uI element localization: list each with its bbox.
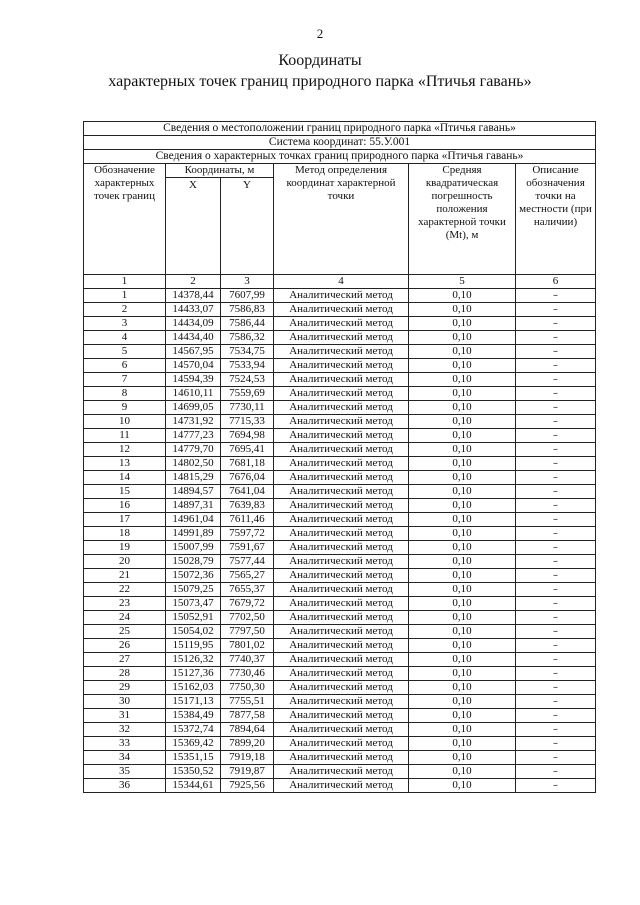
point-number-cell: 36 xyxy=(84,779,166,793)
table-row xyxy=(84,359,596,373)
error-cell: 0,10 xyxy=(409,737,516,751)
point-number-cell: 9 xyxy=(84,401,166,415)
point-number-cell: 27 xyxy=(84,653,166,667)
error-cell: 0,10 xyxy=(409,611,516,625)
x-coordinate-cell: 15028,79 xyxy=(166,555,221,569)
table-row xyxy=(84,345,596,359)
caption-coordinate-system: Система координат: 55.У.001 xyxy=(84,136,596,150)
table-row xyxy=(84,513,596,527)
description-cell: – xyxy=(516,681,596,695)
point-number-cell: 16 xyxy=(84,499,166,513)
table-row xyxy=(84,443,596,457)
header-method: Метод определения координат характерной точки xyxy=(274,164,409,275)
description-cell: – xyxy=(516,723,596,737)
error-cell: 0,10 xyxy=(409,541,516,555)
description-cell: – xyxy=(516,667,596,681)
point-number-cell: 19 xyxy=(84,541,166,555)
x-coordinate-cell: 14991,89 xyxy=(166,527,221,541)
column-number: 3 xyxy=(221,275,274,289)
error-cell: 0,10 xyxy=(409,527,516,541)
x-coordinate-cell: 14699,05 xyxy=(166,401,221,415)
point-number-cell: 25 xyxy=(84,625,166,639)
error-cell: 0,10 xyxy=(409,499,516,513)
y-coordinate-cell: 7611,46 xyxy=(221,513,274,527)
y-coordinate-cell: 7524,53 xyxy=(221,373,274,387)
point-number-cell: 14 xyxy=(84,471,166,485)
y-coordinate-cell: 7801,02 xyxy=(221,639,274,653)
x-coordinate-cell: 14894,57 xyxy=(166,485,221,499)
description-cell: – xyxy=(516,653,596,667)
error-cell: 0,10 xyxy=(409,485,516,499)
point-number-cell: 12 xyxy=(84,443,166,457)
x-coordinate-cell: 14779,70 xyxy=(166,443,221,457)
point-number-cell: 28 xyxy=(84,667,166,681)
header-coordinates: Координаты, м xyxy=(166,164,274,178)
description-cell: – xyxy=(516,331,596,345)
description-cell: – xyxy=(516,443,596,457)
error-cell: 0,10 xyxy=(409,625,516,639)
description-cell: – xyxy=(516,639,596,653)
description-cell: – xyxy=(516,457,596,471)
y-coordinate-cell: 7797,50 xyxy=(221,625,274,639)
y-coordinate-cell: 7681,18 xyxy=(221,457,274,471)
x-coordinate-cell: 14594,39 xyxy=(166,373,221,387)
error-cell: 0,10 xyxy=(409,401,516,415)
error-cell: 0,10 xyxy=(409,765,516,779)
y-coordinate-cell: 7577,44 xyxy=(221,555,274,569)
table-row xyxy=(84,723,596,737)
method-cell: Аналитический метод xyxy=(274,303,409,317)
point-number-cell: 30 xyxy=(84,695,166,709)
method-cell: Аналитический метод xyxy=(274,387,409,401)
x-coordinate-cell: 15054,02 xyxy=(166,625,221,639)
y-coordinate-cell: 7702,50 xyxy=(221,611,274,625)
x-coordinate-cell: 15384,49 xyxy=(166,709,221,723)
header-x: X xyxy=(166,178,221,275)
caption-location: Сведения о местоположении границ природного парка «Птичья гавань» xyxy=(84,122,596,136)
y-coordinate-cell: 7676,04 xyxy=(221,471,274,485)
table-row xyxy=(84,485,596,499)
error-cell: 0,10 xyxy=(409,429,516,443)
table-row xyxy=(84,611,596,625)
point-number-cell: 20 xyxy=(84,555,166,569)
method-cell: Аналитический метод xyxy=(274,709,409,723)
error-cell: 0,10 xyxy=(409,695,516,709)
error-cell: 0,10 xyxy=(409,303,516,317)
header-y: Y xyxy=(221,178,274,275)
y-coordinate-cell: 7655,37 xyxy=(221,583,274,597)
error-cell: 0,10 xyxy=(409,317,516,331)
x-coordinate-cell: 15007,99 xyxy=(166,541,221,555)
point-number-cell: 26 xyxy=(84,639,166,653)
method-cell: Аналитический метод xyxy=(274,541,409,555)
description-cell: – xyxy=(516,401,596,415)
method-cell: Аналитический метод xyxy=(274,345,409,359)
error-cell: 0,10 xyxy=(409,569,516,583)
table-row xyxy=(84,471,596,485)
y-coordinate-cell: 7641,04 xyxy=(221,485,274,499)
column-number: 2 xyxy=(166,275,221,289)
method-cell: Аналитический метод xyxy=(274,443,409,457)
description-cell: – xyxy=(516,597,596,611)
method-cell: Аналитический метод xyxy=(274,457,409,471)
y-coordinate-cell: 7597,72 xyxy=(221,527,274,541)
point-number-cell: 2 xyxy=(84,303,166,317)
caption-characteristic-points: Сведения о характерных точках границ природного парка «Птичья гавань» xyxy=(84,150,596,164)
column-number: 5 xyxy=(409,275,516,289)
method-cell: Аналитический метод xyxy=(274,583,409,597)
column-number: 4 xyxy=(274,275,409,289)
table-row xyxy=(84,639,596,653)
description-cell: – xyxy=(516,359,596,373)
method-cell: Аналитический метод xyxy=(274,289,409,303)
description-cell: – xyxy=(516,527,596,541)
y-coordinate-cell: 7740,37 xyxy=(221,653,274,667)
table-row xyxy=(84,569,596,583)
point-number-cell: 7 xyxy=(84,373,166,387)
x-coordinate-cell: 15126,32 xyxy=(166,653,221,667)
method-cell: Аналитический метод xyxy=(274,695,409,709)
point-number-cell: 13 xyxy=(84,457,166,471)
description-cell: – xyxy=(516,709,596,723)
point-number-cell: 35 xyxy=(84,765,166,779)
method-cell: Аналитический метод xyxy=(274,737,409,751)
table-row xyxy=(84,667,596,681)
method-cell: Аналитический метод xyxy=(274,373,409,387)
method-cell: Аналитический метод xyxy=(274,765,409,779)
error-cell: 0,10 xyxy=(409,289,516,303)
error-cell: 0,10 xyxy=(409,513,516,527)
error-cell: 0,10 xyxy=(409,359,516,373)
y-coordinate-cell: 7534,75 xyxy=(221,345,274,359)
table-row xyxy=(84,415,596,429)
header-point: Обозначение характерных точек границ xyxy=(84,164,166,275)
table-row xyxy=(84,709,596,723)
description-cell: – xyxy=(516,513,596,527)
point-number-cell: 18 xyxy=(84,527,166,541)
x-coordinate-cell: 15351,15 xyxy=(166,751,221,765)
header-error: Средняя квадратическая погрешность положения характерной точки (Mt), м xyxy=(409,164,516,275)
description-cell: – xyxy=(516,611,596,625)
description-cell: – xyxy=(516,471,596,485)
point-number-cell: 11 xyxy=(84,429,166,443)
y-coordinate-cell: 7755,51 xyxy=(221,695,274,709)
table-row xyxy=(84,331,596,345)
y-coordinate-cell: 7586,83 xyxy=(221,303,274,317)
x-coordinate-cell: 14610,11 xyxy=(166,387,221,401)
error-cell: 0,10 xyxy=(409,457,516,471)
table-row xyxy=(84,373,596,387)
y-coordinate-cell: 7586,44 xyxy=(221,317,274,331)
document-title xyxy=(0,50,640,92)
y-coordinate-cell: 7533,94 xyxy=(221,359,274,373)
x-coordinate-cell: 15344,61 xyxy=(166,779,221,793)
method-cell: Аналитический метод xyxy=(274,359,409,373)
x-coordinate-cell: 15119,95 xyxy=(166,639,221,653)
y-coordinate-cell: 7586,32 xyxy=(221,331,274,345)
description-cell: – xyxy=(516,779,596,793)
method-cell: Аналитический метод xyxy=(274,751,409,765)
method-cell: Аналитический метод xyxy=(274,625,409,639)
description-cell: – xyxy=(516,429,596,443)
x-coordinate-cell: 15171,13 xyxy=(166,695,221,709)
description-cell: – xyxy=(516,765,596,779)
method-cell: Аналитический метод xyxy=(274,485,409,499)
table-row xyxy=(84,583,596,597)
x-coordinate-cell: 14777,23 xyxy=(166,429,221,443)
error-cell: 0,10 xyxy=(409,709,516,723)
error-cell: 0,10 xyxy=(409,415,516,429)
table-row xyxy=(84,653,596,667)
x-coordinate-cell: 14433,07 xyxy=(166,303,221,317)
point-number-cell: 31 xyxy=(84,709,166,723)
table-row xyxy=(84,289,596,303)
point-number-cell: 5 xyxy=(84,345,166,359)
column-number: 1 xyxy=(84,275,166,289)
error-cell: 0,10 xyxy=(409,471,516,485)
point-number-cell: 17 xyxy=(84,513,166,527)
y-coordinate-cell: 7559,69 xyxy=(221,387,274,401)
y-coordinate-cell: 7694,98 xyxy=(221,429,274,443)
error-cell: 0,10 xyxy=(409,667,516,681)
error-cell: 0,10 xyxy=(409,555,516,569)
table-row xyxy=(84,387,596,401)
description-cell: – xyxy=(516,541,596,555)
y-coordinate-cell: 7639,83 xyxy=(221,499,274,513)
y-coordinate-cell: 7899,20 xyxy=(221,737,274,751)
x-coordinate-cell: 15073,47 xyxy=(166,597,221,611)
method-cell: Аналитический метод xyxy=(274,471,409,485)
method-cell: Аналитический метод xyxy=(274,429,409,443)
method-cell: Аналитический метод xyxy=(274,681,409,695)
description-cell: – xyxy=(516,499,596,513)
description-cell: – xyxy=(516,485,596,499)
table-row xyxy=(84,317,596,331)
table-row xyxy=(84,499,596,513)
error-cell: 0,10 xyxy=(409,779,516,793)
y-coordinate-cell: 7730,46 xyxy=(221,667,274,681)
point-number-cell: 23 xyxy=(84,597,166,611)
table-row xyxy=(84,751,596,765)
error-cell: 0,10 xyxy=(409,653,516,667)
point-number-cell: 8 xyxy=(84,387,166,401)
x-coordinate-cell: 15072,36 xyxy=(166,569,221,583)
description-cell: – xyxy=(516,345,596,359)
method-cell: Аналитический метод xyxy=(274,779,409,793)
coordinates-table xyxy=(83,121,596,793)
table-row xyxy=(84,625,596,639)
x-coordinate-cell: 14961,04 xyxy=(166,513,221,527)
x-coordinate-cell: 14434,09 xyxy=(166,317,221,331)
method-cell: Аналитический метод xyxy=(274,653,409,667)
point-number-cell: 21 xyxy=(84,569,166,583)
description-cell: – xyxy=(516,415,596,429)
table-row xyxy=(84,737,596,751)
description-cell: – xyxy=(516,317,596,331)
y-coordinate-cell: 7877,58 xyxy=(221,709,274,723)
table-row xyxy=(84,597,596,611)
method-cell: Аналитический метод xyxy=(274,317,409,331)
description-cell: – xyxy=(516,583,596,597)
point-number-cell: 22 xyxy=(84,583,166,597)
description-cell: – xyxy=(516,625,596,639)
table-body xyxy=(84,289,596,793)
x-coordinate-cell: 14897,31 xyxy=(166,499,221,513)
point-number-cell: 29 xyxy=(84,681,166,695)
method-cell: Аналитический метод xyxy=(274,527,409,541)
table-row xyxy=(84,779,596,793)
page-number: 2 xyxy=(316,26,324,41)
description-cell: – xyxy=(516,289,596,303)
x-coordinate-cell: 15127,36 xyxy=(166,667,221,681)
error-cell: 0,10 xyxy=(409,373,516,387)
x-coordinate-cell: 14567,95 xyxy=(166,345,221,359)
method-cell: Аналитический метод xyxy=(274,639,409,653)
description-cell: – xyxy=(516,555,596,569)
x-coordinate-cell: 14731,92 xyxy=(166,415,221,429)
description-cell: – xyxy=(516,751,596,765)
method-cell: Аналитический метод xyxy=(274,513,409,527)
table-row xyxy=(84,695,596,709)
table-row xyxy=(84,429,596,443)
y-coordinate-cell: 7715,33 xyxy=(221,415,274,429)
point-number-cell: 10 xyxy=(84,415,166,429)
description-cell: – xyxy=(516,387,596,401)
error-cell: 0,10 xyxy=(409,751,516,765)
y-coordinate-cell: 7919,87 xyxy=(221,765,274,779)
x-coordinate-cell: 15350,52 xyxy=(166,765,221,779)
error-cell: 0,10 xyxy=(409,723,516,737)
table-row xyxy=(84,765,596,779)
error-cell: 0,10 xyxy=(409,331,516,345)
error-cell: 0,10 xyxy=(409,583,516,597)
description-cell: – xyxy=(516,373,596,387)
method-cell: Аналитический метод xyxy=(274,499,409,513)
y-coordinate-cell: 7607,99 xyxy=(221,289,274,303)
table-row xyxy=(84,527,596,541)
x-coordinate-cell: 14802,50 xyxy=(166,457,221,471)
table-row xyxy=(84,457,596,471)
point-number-cell: 24 xyxy=(84,611,166,625)
x-coordinate-cell: 15162,03 xyxy=(166,681,221,695)
title-line-2: характерных точек границ природного парка «Птичья гавань» xyxy=(108,73,532,90)
description-cell: – xyxy=(516,695,596,709)
method-cell: Аналитический метод xyxy=(274,597,409,611)
point-number-cell: 1 xyxy=(84,289,166,303)
table-row xyxy=(84,541,596,555)
y-coordinate-cell: 7919,18 xyxy=(221,751,274,765)
y-coordinate-cell: 7695,41 xyxy=(221,443,274,457)
table-row xyxy=(84,401,596,415)
table-row xyxy=(84,555,596,569)
method-cell: Аналитический метод xyxy=(274,667,409,681)
x-coordinate-cell: 14378,44 xyxy=(166,289,221,303)
method-cell: Аналитический метод xyxy=(274,415,409,429)
method-cell: Аналитический метод xyxy=(274,569,409,583)
method-cell: Аналитический метод xyxy=(274,401,409,415)
header-description: Описание обозначения точки на местности (при наличии) xyxy=(516,164,596,275)
error-cell: 0,10 xyxy=(409,345,516,359)
method-cell: Аналитический метод xyxy=(274,555,409,569)
x-coordinate-cell: 15052,91 xyxy=(166,611,221,625)
error-cell: 0,10 xyxy=(409,387,516,401)
y-coordinate-cell: 7565,27 xyxy=(221,569,274,583)
y-coordinate-cell: 7750,30 xyxy=(221,681,274,695)
method-cell: Аналитический метод xyxy=(274,611,409,625)
x-coordinate-cell: 15372,74 xyxy=(166,723,221,737)
point-number-cell: 3 xyxy=(84,317,166,331)
column-number: 6 xyxy=(516,275,596,289)
description-cell: – xyxy=(516,569,596,583)
x-coordinate-cell: 14434,40 xyxy=(166,331,221,345)
point-number-cell: 4 xyxy=(84,331,166,345)
y-coordinate-cell: 7679,72 xyxy=(221,597,274,611)
method-cell: Аналитический метод xyxy=(274,331,409,345)
point-number-cell: 32 xyxy=(84,723,166,737)
point-number-cell: 15 xyxy=(84,485,166,499)
point-number-cell: 6 xyxy=(84,359,166,373)
x-coordinate-cell: 14815,29 xyxy=(166,471,221,485)
y-coordinate-cell: 7591,67 xyxy=(221,541,274,555)
error-cell: 0,10 xyxy=(409,681,516,695)
description-cell: – xyxy=(516,737,596,751)
description-cell: – xyxy=(516,303,596,317)
point-number-cell: 33 xyxy=(84,737,166,751)
point-number-cell: 34 xyxy=(84,751,166,765)
x-coordinate-cell: 15079,25 xyxy=(166,583,221,597)
x-coordinate-cell: 15369,42 xyxy=(166,737,221,751)
error-cell: 0,10 xyxy=(409,639,516,653)
y-coordinate-cell: 7730,11 xyxy=(221,401,274,415)
method-cell: Аналитический метод xyxy=(274,723,409,737)
table-row xyxy=(84,681,596,695)
error-cell: 0,10 xyxy=(409,443,516,457)
y-coordinate-cell: 7894,64 xyxy=(221,723,274,737)
x-coordinate-cell: 14570,04 xyxy=(166,359,221,373)
error-cell: 0,10 xyxy=(409,597,516,611)
table-row xyxy=(84,303,596,317)
title-line-1: Координаты xyxy=(278,52,362,69)
y-coordinate-cell: 7925,56 xyxy=(221,779,274,793)
